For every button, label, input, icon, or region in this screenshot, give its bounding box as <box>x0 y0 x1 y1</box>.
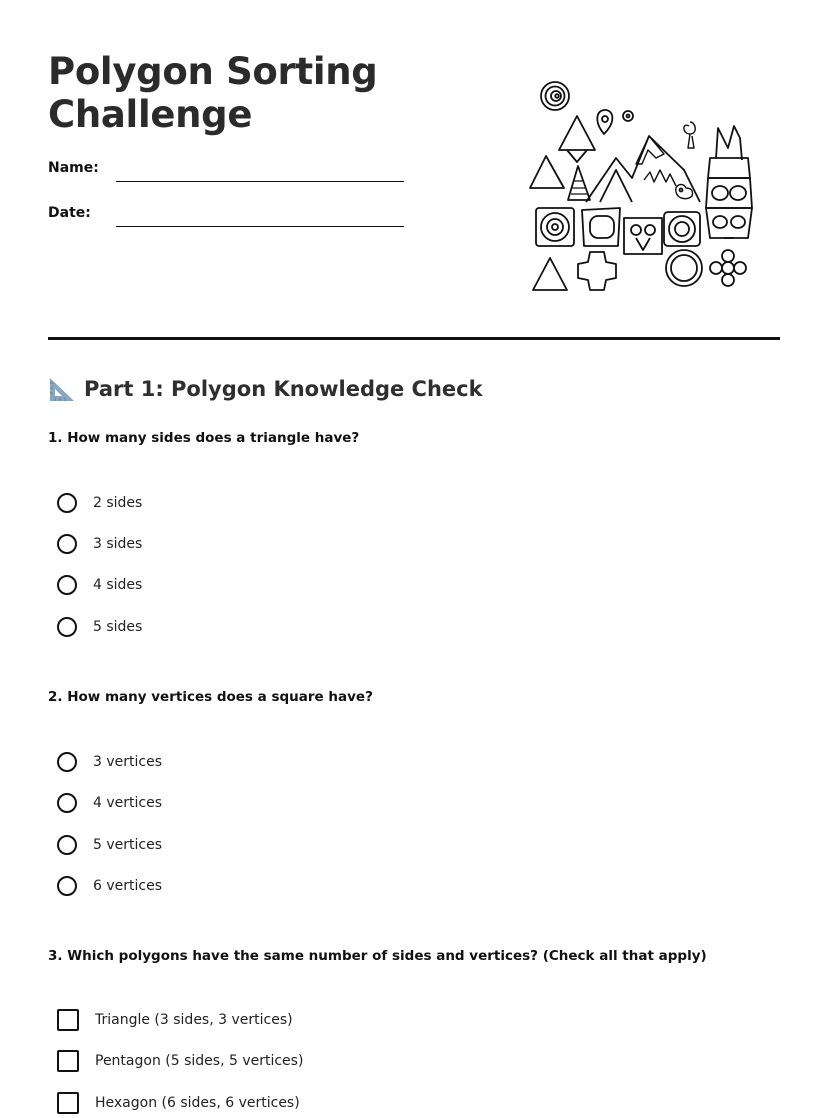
q1-option-4[interactable] <box>57 614 142 640</box>
option-label: 3 vertices <box>93 754 162 770</box>
polygon-shapes-illustration <box>524 78 760 294</box>
name-label: Name: <box>48 160 99 176</box>
header-divider <box>48 337 780 340</box>
radio-button[interactable] <box>57 752 77 772</box>
flower-icon <box>710 250 746 286</box>
q3-option-2[interactable] <box>57 1048 303 1074</box>
title-line-2: Challenge <box>48 93 253 136</box>
option-label: Triangle (3 sides, 3 vertices) <box>95 1012 293 1028</box>
gear-circle-icon <box>664 212 700 246</box>
option-label: 5 sides <box>93 619 143 635</box>
radio-button[interactable] <box>57 575 77 595</box>
q2-option-4[interactable] <box>57 873 162 899</box>
circle-tile-icon <box>536 208 574 246</box>
part-1-heading <box>48 372 483 406</box>
q1-option-3[interactable] <box>57 572 142 598</box>
q2-option-2[interactable] <box>57 790 162 816</box>
date-label: Date: <box>48 205 91 221</box>
name-field-line[interactable] <box>116 181 404 182</box>
triangle-icon <box>530 116 595 188</box>
spiral-icon <box>541 82 569 110</box>
tiki-totem-icon <box>706 126 752 238</box>
radio-button[interactable] <box>57 835 77 855</box>
part-1-title: Part 1: Polygon Knowledge Check <box>84 377 483 401</box>
q2-option-3[interactable] <box>57 832 162 858</box>
rounded-square-tile-icon <box>582 208 620 246</box>
set-square-ruler-icon <box>48 375 76 403</box>
mountain-icon <box>586 136 700 202</box>
option-label: 2 sides <box>93 495 143 511</box>
option-label: 4 vertices <box>93 795 162 811</box>
radio-button[interactable] <box>57 534 77 554</box>
option-label: Pentagon (5 sides, 5 vertices) <box>95 1053 304 1069</box>
q3-option-1[interactable] <box>57 1007 293 1033</box>
checkbox[interactable] <box>57 1092 79 1114</box>
koru-icon <box>684 122 695 148</box>
option-label: 4 sides <box>93 577 143 593</box>
patterned-triangle-icon <box>568 166 590 200</box>
checkbox[interactable] <box>57 1009 79 1031</box>
radio-button[interactable] <box>57 493 77 513</box>
date-field-line[interactable] <box>116 226 404 227</box>
drop-shape-icon <box>597 110 633 134</box>
title-line-1: Polygon Sorting <box>48 50 378 93</box>
q2-option-1[interactable] <box>57 749 162 775</box>
radio-button[interactable] <box>57 876 77 896</box>
owl-tile-icon <box>624 218 662 254</box>
question-3: 3. Which polygons have the same number of sides and vertices? (Check all that apply) <box>48 948 707 964</box>
question-2: 2. How many vertices does a square have? <box>48 689 373 705</box>
option-label: 6 vertices <box>93 878 162 894</box>
option-label: 3 sides <box>93 536 143 552</box>
q1-option-2[interactable] <box>57 531 142 557</box>
worksheet-title <box>48 50 377 136</box>
ring-icon <box>666 250 702 286</box>
checkbox[interactable] <box>57 1050 79 1072</box>
cross-tile-icon <box>578 252 616 290</box>
bottom-triangle-icon <box>533 258 567 290</box>
radio-button[interactable] <box>57 617 77 637</box>
option-label: Hexagon (6 sides, 6 vertices) <box>95 1095 300 1111</box>
radio-button[interactable] <box>57 793 77 813</box>
bird-icon <box>676 185 693 199</box>
q1-option-1[interactable] <box>57 490 142 516</box>
option-label: 5 vertices <box>93 837 162 853</box>
question-1: 1. How many sides does a triangle have? <box>48 430 360 446</box>
q3-option-3[interactable] <box>57 1090 300 1116</box>
